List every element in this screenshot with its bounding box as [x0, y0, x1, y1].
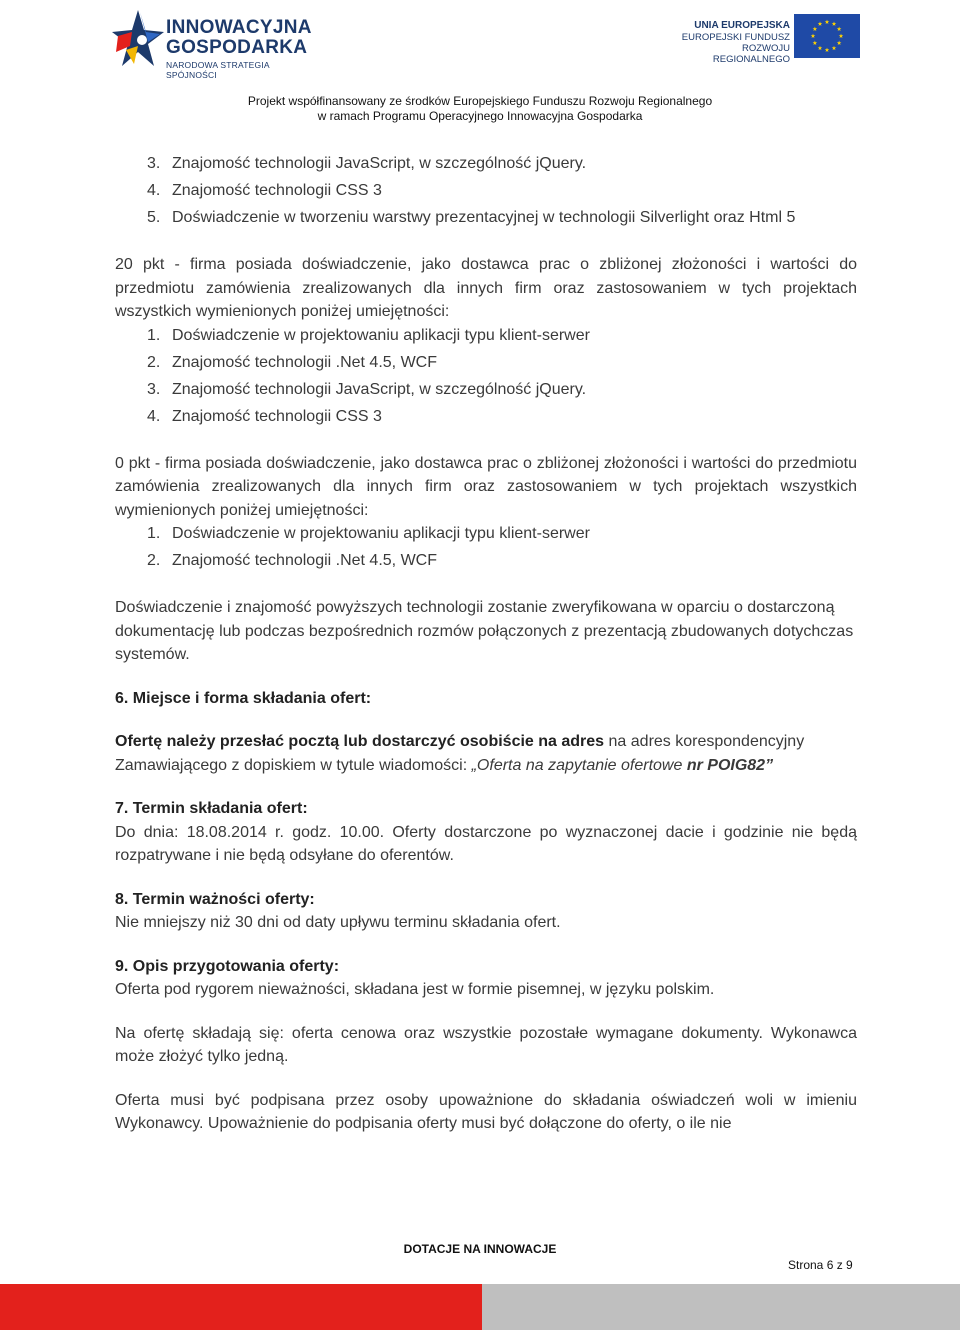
section-7-heading: 7. Termin składania ofert: — [115, 800, 308, 817]
list-item: 3. Znajomość technologii JavaScript, w szczególność jQuery. — [147, 155, 587, 172]
section-9-paragraph-2: Na ofertę składają się: oferta cenowa oraz wszystkie pozostałe wymagane dokumenty. Wykonawca może złożyć tylko jedną. — [115, 1024, 857, 1065]
ig-logo-line2: GOSPODARKA — [166, 37, 308, 58]
eu-logo-line1: UNIA EUROPEJSKA — [694, 20, 790, 31]
skills-list-0pkt — [115, 522, 857, 573]
ig-star-emblem-icon — [110, 6, 166, 70]
section-9-paragraph-3: Oferta musi być podpisana przez osoby upoważnione do składania oświadczeń woli w imieniu Wykonawcy. Upoważnienie do podpisania oferty musi być dołączone do oferty, o ile nie — [115, 1091, 857, 1132]
ig-logo-subtitle: NARODOWA STRATEGIA SPÓJNOŚCI — [166, 60, 270, 80]
eu-logo-line2: EUROPEJSKI FUNDUSZ — [681, 32, 790, 43]
document-body — [115, 152, 857, 1136]
innowacyjna-gospodarka-logo — [110, 6, 320, 80]
list-item: 4. Znajomość technologii CSS 3 — [147, 407, 382, 425]
page-number: Strona 6 z 9 — [788, 1258, 853, 1272]
section-8-text: Nie mniejszy niż 30 dni od daty upływu terminu składania ofert. — [115, 914, 561, 931]
skills-list-continued — [115, 152, 857, 230]
list-item: 1. Doświadczenie w projektowaniu aplikacji typu klient-serwer — [147, 326, 590, 344]
section-7-text: Do dnia: 18.08.2014 r. godz. 10.00. Oferty dostarczone po wyznaczonej dacie i godzinie nie będą rozpatrywane i nie będą odsyłane do oferentów. — [115, 823, 857, 864]
criterion-0pkt-paragraph: 0 pkt - firma posiada doświadczenie, jako dostawca prac o zbliżonej złożoności i wartości do przedmiotu zamówienia zrealizowanych dla innych firm oraz zastosowaniem w tych projektach wszystkich wymienionych poniżej umiejętności: — [115, 454, 857, 519]
caption-line-1: Projekt współfinansowany ze środków Europejskiego Funduszu Rozwoju Regionalnego — [247, 94, 713, 108]
footer-bar-red — [0, 1284, 482, 1330]
cofinancing-caption — [0, 94, 960, 124]
page-header — [0, 0, 960, 130]
ig-logo-line1: INNOWACYJNA — [166, 17, 312, 38]
eu-logo-line3: ROZWOJU REGIONALNEGO — [712, 43, 790, 65]
section-8-heading: 8. Termin ważności oferty: — [115, 890, 315, 908]
section-6-text: Ofertę należy przesłać pocztą lub dostarczyć osobiście na adres na adres korespondencyjny Zamawiającego z dopiskiem w tytule wiadomości: „Oferta na zapytanie ofertowe nr POIG82” — [115, 733, 805, 774]
list-item: 2. Znajomość technologii .Net 4.5, WCF — [147, 353, 437, 371]
verification-paragraph: Doświadczenie i znajomość powyższych technologii zostanie zweryfikowana w oparciu o dostarczoną dokumentację lub podczas bezpośrednich rozmów połączonych z prezentacją zbudowanych dotychczas systemów. — [115, 599, 854, 663]
section-6-heading: 6. Miejsce i forma składania ofert: — [115, 689, 372, 707]
list-item: 4. Znajomość technologii CSS 3 — [147, 182, 382, 199]
section-9-heading: 9. Opis przygotowania oferty: — [115, 957, 340, 975]
list-item: 5. Doświadczenie w tworzeniu warstwy prezentacyjnej w technologii Silverlight oraz Html 5 — [147, 209, 796, 226]
footer-label: DOTACJE NA INNOWACJE — [403, 1242, 557, 1256]
footer-bar-gray — [482, 1284, 960, 1330]
caption-line-2: w ramach Programu Operacyjnego Innowacyjna Gospodarka — [317, 109, 643, 123]
criterion-20pkt-paragraph: 20 pkt - firma posiada doświadczenie, jako dostawca prac o zbliżonej złożoności i wartości do przedmiotu zamówienia zrealizowanych dla innych firm oraz zastosowaniem w tych projektach wszystkich wymienionych poniżej umiejętności: — [115, 256, 857, 320]
eu-logo — [672, 14, 860, 65]
section-9-text: Oferta pod rygorem nieważności, składana jest w formie pisemnej, w języku polskim. — [115, 981, 715, 998]
list-item: 1. Doświadczenie w projektowaniu aplikacji typu klient-serwer — [147, 525, 590, 542]
eu-flag-icon — [794, 14, 860, 58]
list-item: 2. Znajomość technologii .Net 4.5, WCF — [147, 552, 437, 569]
skills-list-20pkt — [115, 324, 857, 429]
list-item: 3. Znajomość technologii JavaScript, w szczególność jQuery. — [147, 380, 587, 398]
